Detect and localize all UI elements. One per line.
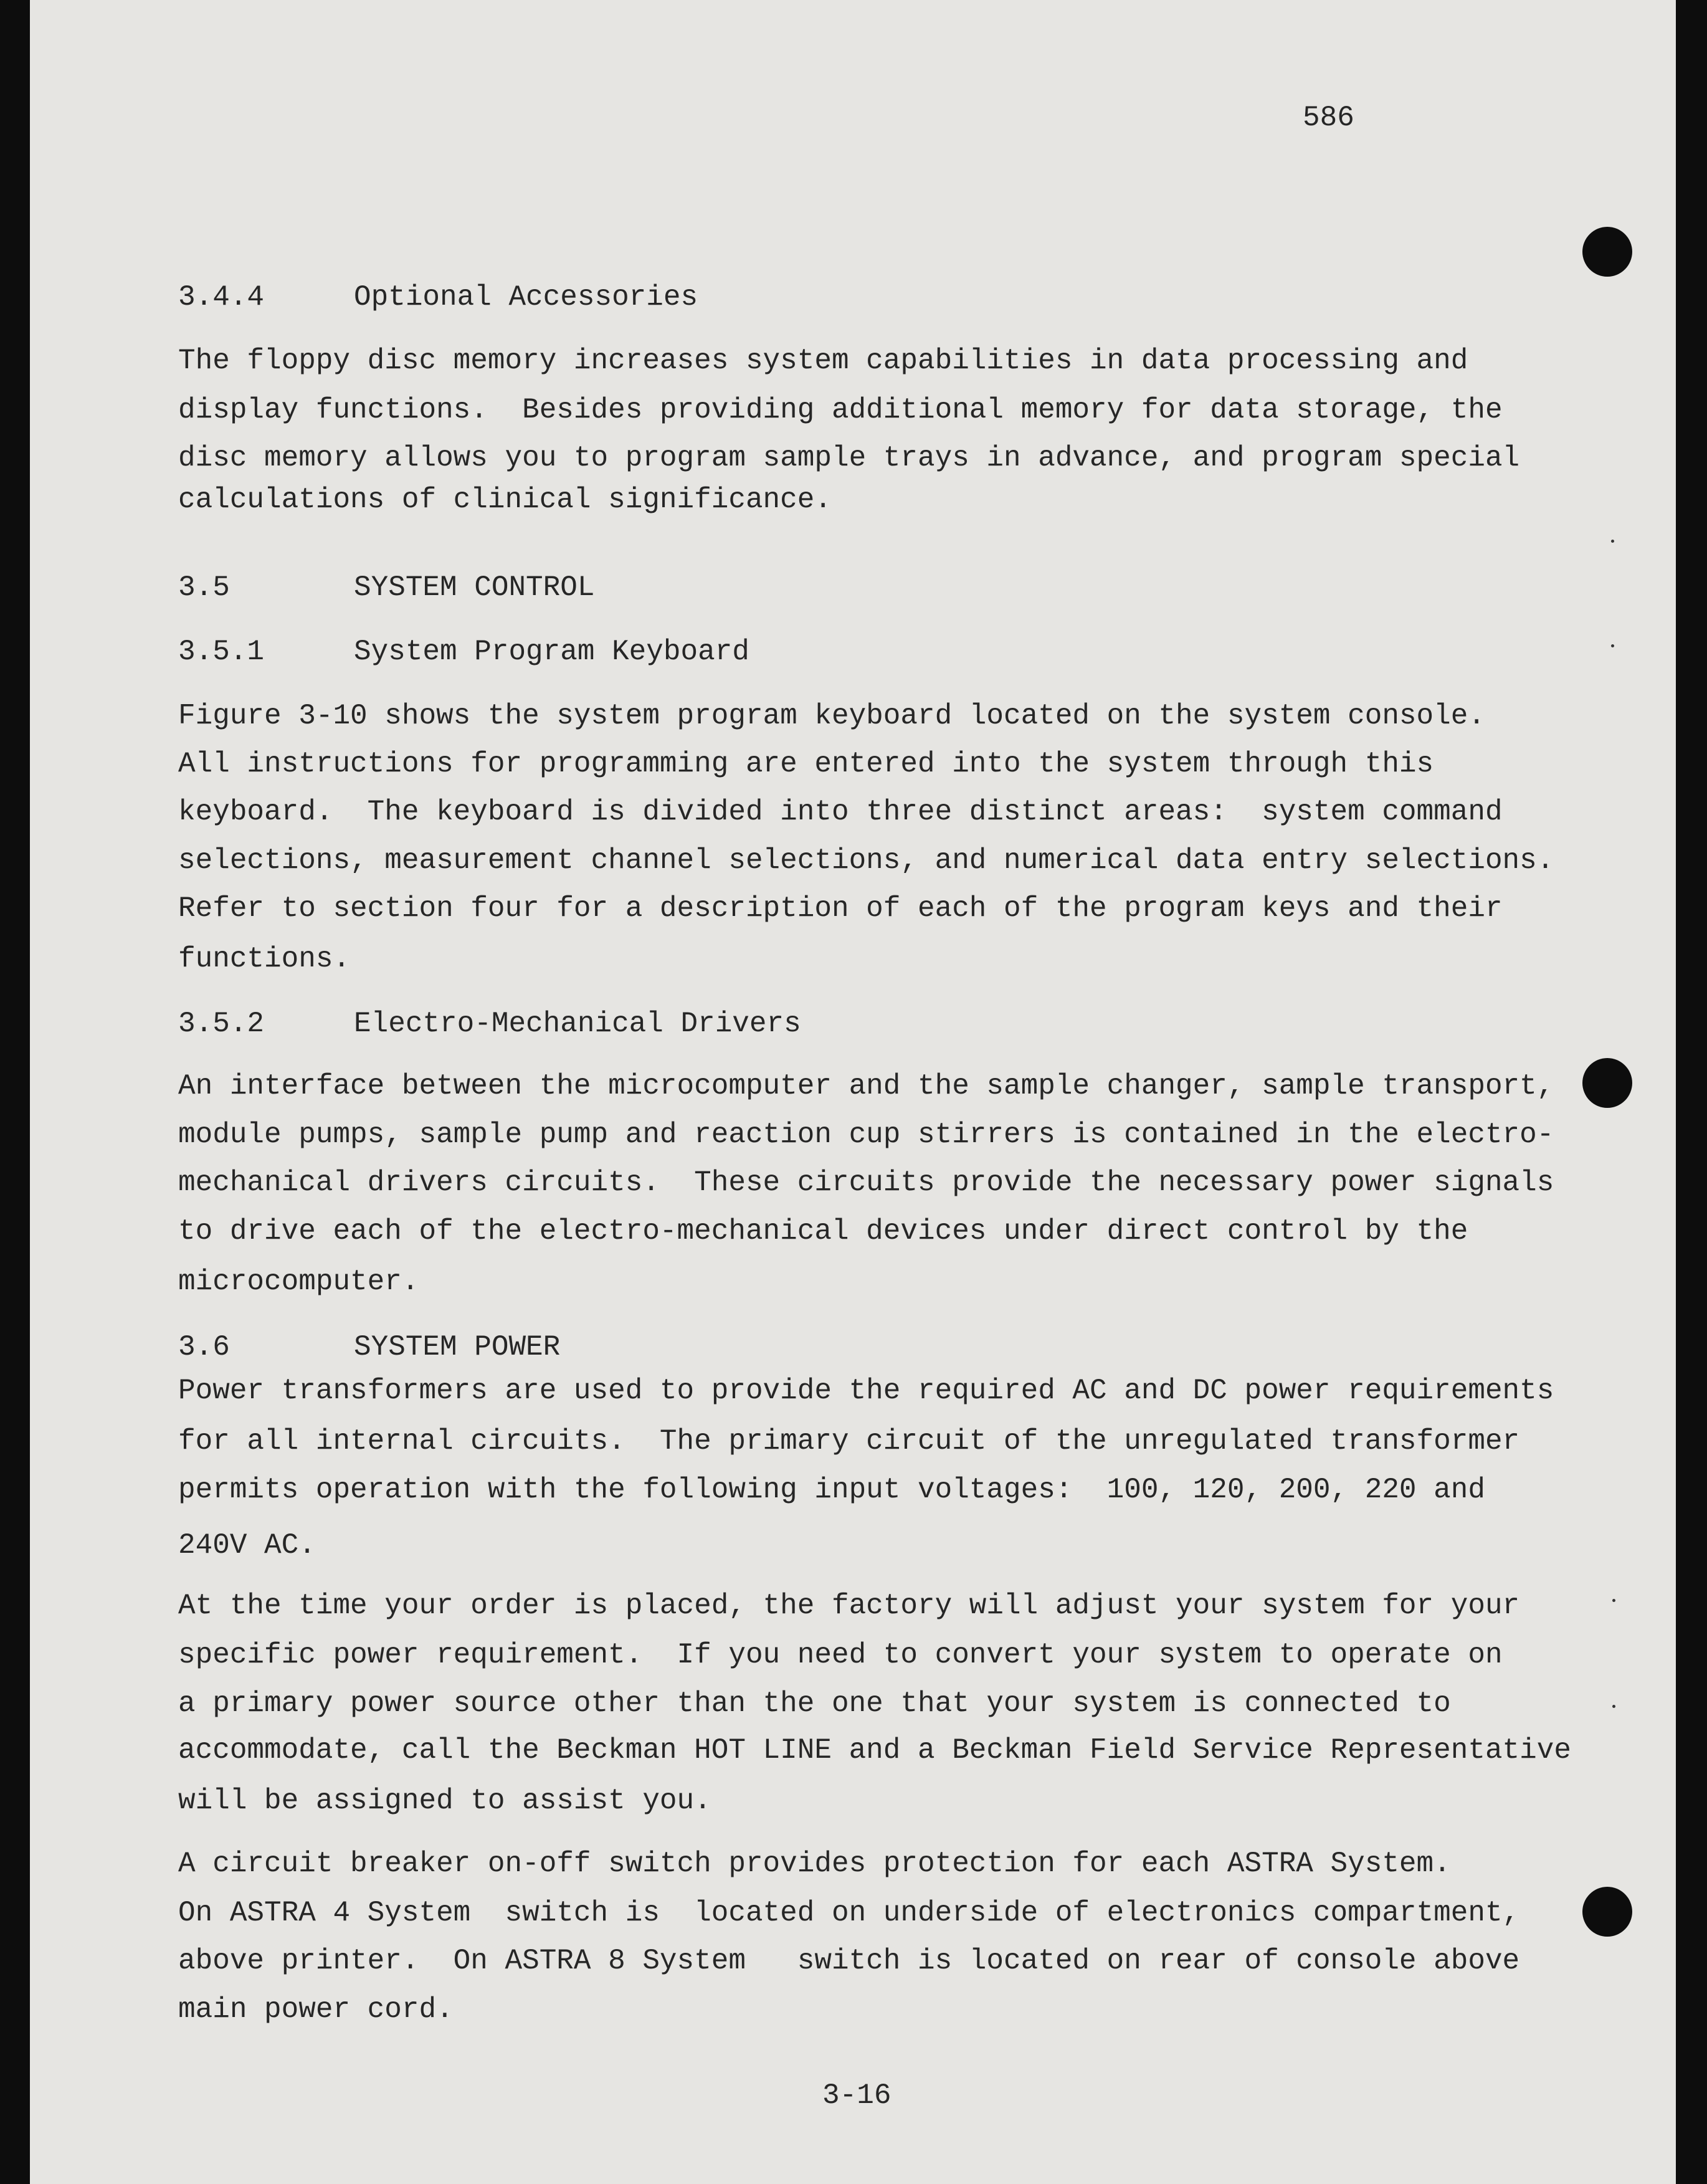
- section-title-system-power: SYSTEM POWER: [354, 1331, 561, 1363]
- paragraph-line: calculations of clinical significance.: [178, 484, 832, 516]
- paragraph-line: accommodate, call the Beckman HOT LINE and a Beckman Field Service Representative: [178, 1734, 1571, 1767]
- section-number-3-6: 3.6: [178, 1331, 230, 1363]
- paragraph-line: An interface between the microcomputer and the sample changer, sample transport,: [178, 1070, 1554, 1102]
- scan-speck: [1611, 540, 1614, 543]
- section-number-3-4-4: 3.4.4: [178, 281, 265, 313]
- paragraph-line: Refer to section four for a description of each of the program keys and their: [178, 892, 1503, 925]
- page-number-top: 586: [1303, 102, 1354, 134]
- section-number-3-5: 3.5: [178, 571, 230, 604]
- paragraph-line: 240V AC.: [178, 1529, 316, 1562]
- paragraph-line: to drive each of the electro-mechanical devices under direct control by the: [178, 1215, 1468, 1247]
- scan-speck: [1612, 1705, 1615, 1708]
- paragraph-line: will be assigned to assist you.: [178, 1785, 711, 1817]
- paragraph-line: main power cord.: [178, 1993, 454, 2026]
- paragraph-line: A circuit breaker on-off switch provides protection for each ASTRA System.: [178, 1848, 1451, 1880]
- section-number-3-5-1: 3.5.1: [178, 636, 265, 668]
- paragraph-line: Power transformers are used to provide the required AC and DC power requirements: [178, 1375, 1554, 1407]
- paragraph-line: display functions. Besides providing additional memory for data storage, the: [178, 394, 1503, 426]
- paragraph-line: All instructions for programming are entered into the system through this: [178, 748, 1434, 780]
- paragraph-line: disc memory allows you to program sample trays in advance, and program special: [178, 442, 1520, 474]
- section-title-system-program-keyboard: System Program Keyboard: [354, 636, 749, 668]
- paragraph-line: specific power requirement. If you need to convert your system to operate on: [178, 1639, 1503, 1671]
- paragraph-line: above printer. On ASTRA 8 System switch is located on rear of console above: [178, 1945, 1520, 1977]
- paragraph-line: permits operation with the following input voltages: 100, 120, 200, 220 and: [178, 1474, 1485, 1506]
- section-title-optional-accessories: Optional Accessories: [354, 281, 698, 313]
- paragraph-line: a primary power source other than the one that your system is connected to: [178, 1687, 1451, 1720]
- section-number-3-5-2: 3.5.2: [178, 1008, 265, 1040]
- paragraph-line: keyboard. The keyboard is divided into three distinct areas: system command: [178, 796, 1503, 828]
- page-number-bottom: 3-16: [822, 2079, 892, 2112]
- punch-hole-middle: [1582, 1058, 1632, 1108]
- paragraph-line: microcomputer.: [178, 1266, 419, 1298]
- section-title-system-control: SYSTEM CONTROL: [354, 571, 595, 604]
- section-title-electro-mechanical-drivers: Electro-Mechanical Drivers: [354, 1008, 801, 1040]
- scan-speck: [1611, 644, 1614, 647]
- paragraph-line: Figure 3-10 shows the system program keyboard located on the system console.: [178, 700, 1485, 732]
- paragraph-line: mechanical drivers circuits. These circuits provide the necessary power signals: [178, 1166, 1554, 1199]
- punch-hole-bottom: [1582, 1887, 1632, 1937]
- document-page: [30, 0, 1676, 2184]
- punch-hole-top: [1582, 227, 1632, 277]
- paragraph-line: for all internal circuits. The primary circuit of the unregulated transformer: [178, 1425, 1520, 1457]
- scan-speck: [1612, 1599, 1615, 1602]
- paragraph-line: At the time your order is placed, the factory will adjust your system for your: [178, 1590, 1520, 1622]
- paragraph-line: module pumps, sample pump and reaction cup stirrers is contained in the electro-: [178, 1118, 1554, 1151]
- paragraph-line: functions.: [178, 943, 351, 975]
- paragraph-line: selections, measurement channel selections, and numerical data entry selections.: [178, 844, 1554, 877]
- paragraph-line: The floppy disc memory increases system capabilities in data processing and: [178, 345, 1468, 377]
- paragraph-line: On ASTRA 4 System switch is located on underside of electronics compartment,: [178, 1897, 1520, 1929]
